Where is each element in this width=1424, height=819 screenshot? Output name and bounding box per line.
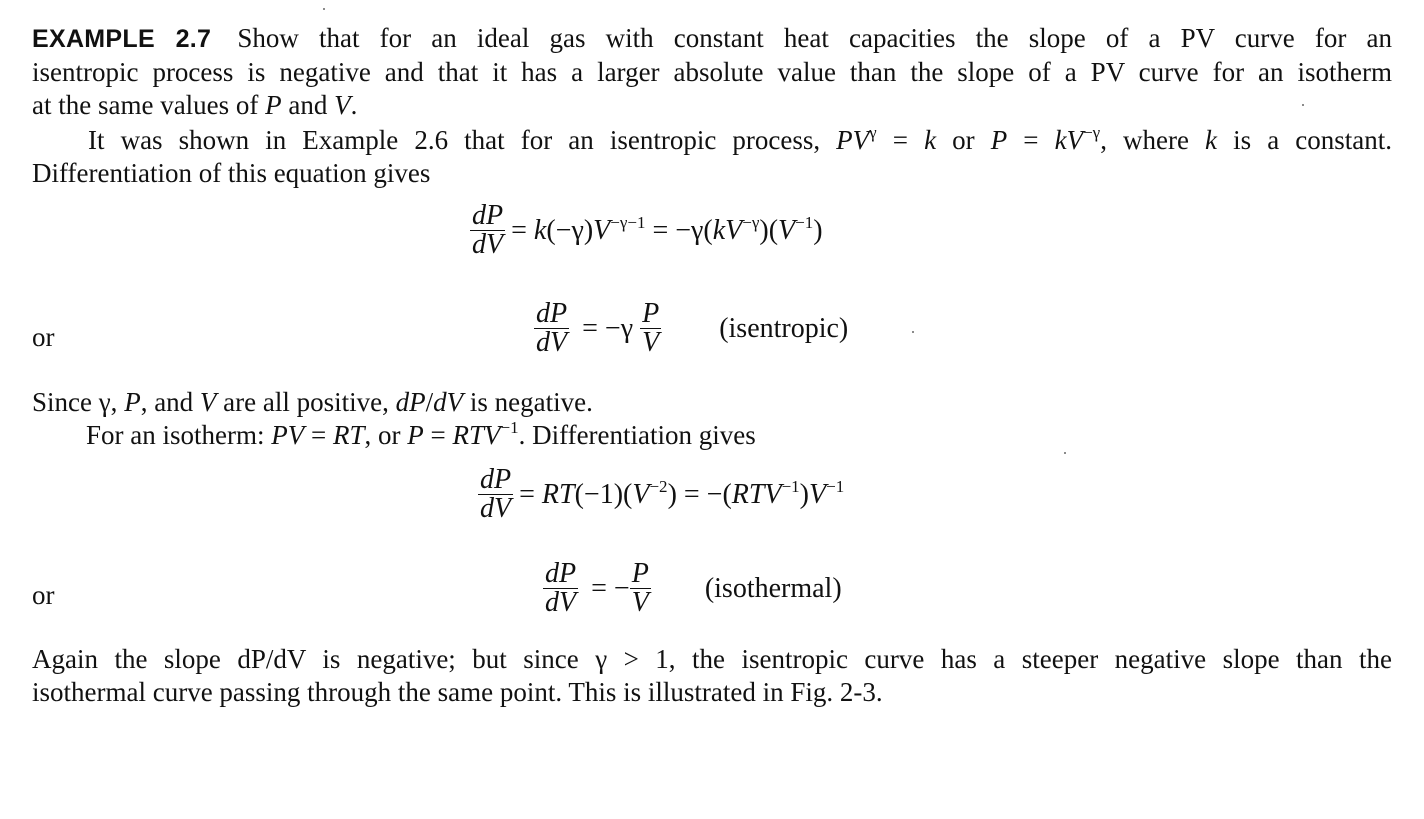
example-statement-line-1 [32, 22, 1392, 55]
example-statement-line-2: isentropic process is negative and that it has a larger absolute value than the slope of a PV curve for an isotherm [32, 57, 1392, 87]
para1-text-b: or [936, 125, 991, 155]
para1-text-c: , where [1100, 125, 1206, 155]
para3-text-a: For an isotherm: [86, 420, 272, 450]
para2-text-b: are all positive, [216, 387, 396, 417]
scan-speck [912, 331, 914, 333]
example-statement-line-3: at the same values of P and V. [32, 90, 358, 120]
equation-differentiation-isentropic: $\frac{dP}{dV}$ = $k(-\gamma)V^{-\gamma-1} = -\gamma(kV^{-\gamma})(V^{-1})$ [472, 200, 823, 260]
equation-isothermal-slope: $\frac{dP}{dV}$ = − $\frac{P}{V}$ (isothermal) [545, 558, 842, 618]
equation-differentiation-isothermal: $\frac{dP}{dV}$ = $RT(-1)(V^{-2}) = -(RTV^{-1})V^{-1}$ [480, 464, 845, 524]
or-label-2: or [32, 580, 55, 610]
fraction-dp-dv: $\frac{dP}{dV}$ [472, 200, 504, 260]
para2-text-c: is negative. [463, 387, 593, 417]
solution-para4-line-2: isothermal curve passing through the same point. This is illustrated in Fig. 2-3. [32, 677, 883, 707]
para3-text-c: . Differentiation gives [518, 420, 756, 450]
solution-para2: Since γ, P, and V are all positive, dP/dV is negative. [32, 387, 593, 417]
para1-text-a: It was shown in Example 2.6 that for an isentropic process, [88, 125, 837, 155]
or-label-1: or [32, 322, 55, 352]
isentropic-tag: (isentropic) [719, 312, 849, 344]
fraction-p-v: $\frac{P}{V}$ [642, 298, 660, 358]
para3-text-b: , or [364, 420, 408, 450]
fraction-dp-dv: $\frac{dP}{dV}$ [536, 298, 568, 358]
scan-speck [323, 8, 325, 10]
solution-para1-line-2: Differentiation of this equation gives [32, 158, 431, 188]
solution-para1-line-1: It was shown in Example 2.6 that for an isentropic process, $PV^\gamma = k$ or $P = kV^{-\gamma}$, where k is a constant. [88, 123, 1392, 155]
example-statement-text-1: Show that for an ideal gas with constant heat capacities the slope of a PV curve for an [237, 23, 1392, 53]
example-label: EXAMPLE 2.7 [32, 25, 212, 53]
fraction-p-v: $\frac{P}{V}$ [631, 558, 649, 618]
fraction-dp-dv: $\frac{dP}{dV}$ [480, 464, 512, 524]
solution-para4-line-1: Again the slope dP/dV is negative; but since γ > 1, the isentropic curve has a steeper negative slope than the [32, 644, 1392, 674]
para1-text-d: is a constant. [1217, 125, 1392, 155]
equation-isentropic-slope: $\frac{dP}{dV}$ = −γ $\frac{P}{V}$ (isentropic) [536, 298, 849, 358]
scan-speck [1302, 104, 1304, 106]
para2-text-a: Since [32, 387, 99, 417]
isothermal-tag: (isothermal) [704, 572, 842, 604]
scan-speck [1064, 452, 1066, 454]
solution-para3: For an isotherm: PV = RT, or $P = RTV^{-1}$. Differentiation gives [86, 418, 756, 450]
fraction-dp-dv: $\frac{dP}{dV}$ [545, 558, 577, 618]
